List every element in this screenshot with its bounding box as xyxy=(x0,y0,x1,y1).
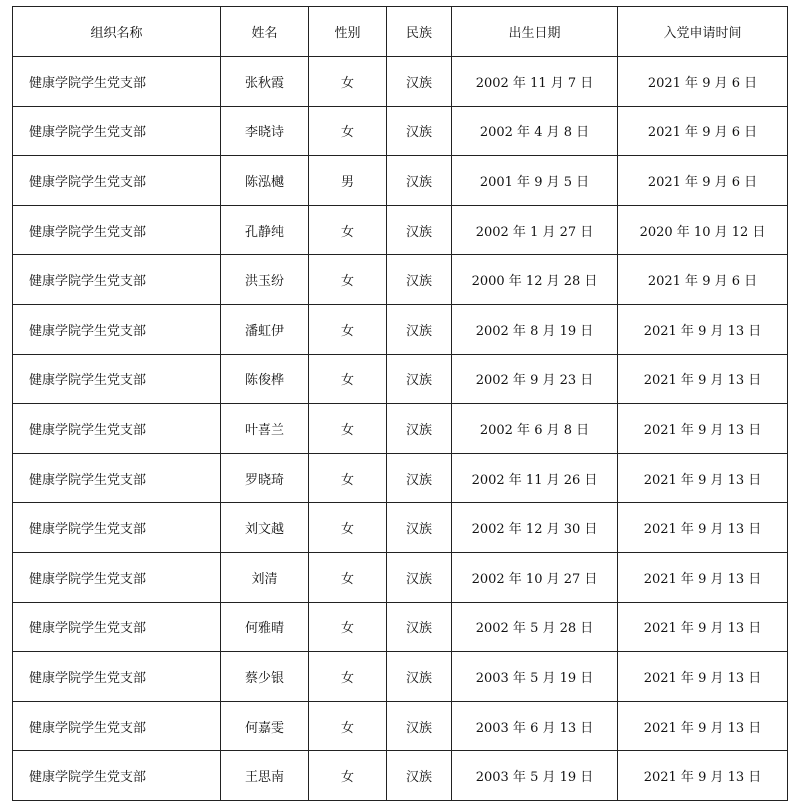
cell-name: 张秋霞 xyxy=(221,57,309,107)
cell-name: 陈泓樾 xyxy=(221,156,309,206)
cell-gender: 女 xyxy=(309,255,387,305)
cell-gender: 女 xyxy=(309,602,387,652)
cell-ethnicity: 汉族 xyxy=(387,156,452,206)
cell-application-date: 2021 年 9 月 13 日 xyxy=(618,602,788,652)
cell-org: 健康学院学生党支部 xyxy=(13,751,221,801)
cell-org: 健康学院学生党支部 xyxy=(13,57,221,107)
cell-ethnicity: 汉族 xyxy=(387,552,452,602)
table-row xyxy=(13,751,788,801)
cell-birth-date: 2003 年 5 月 19 日 xyxy=(452,751,618,801)
table-row xyxy=(13,552,788,602)
cell-org: 健康学院学生党支部 xyxy=(13,453,221,503)
cell-gender: 女 xyxy=(309,354,387,404)
column-header-ethnicity: 民族 xyxy=(387,7,452,57)
cell-birth-date: 2002 年 12 月 30 日 xyxy=(452,503,618,553)
cell-name: 蔡少银 xyxy=(221,652,309,702)
cell-gender: 女 xyxy=(309,503,387,553)
cell-application-date: 2021 年 9 月 13 日 xyxy=(618,354,788,404)
cell-ethnicity: 汉族 xyxy=(387,106,452,156)
cell-application-date: 2021 年 9 月 13 日 xyxy=(618,453,788,503)
cell-name: 何雅晴 xyxy=(221,602,309,652)
cell-birth-date: 2002 年 11 月 26 日 xyxy=(452,453,618,503)
cell-name: 刘文越 xyxy=(221,503,309,553)
cell-gender: 女 xyxy=(309,652,387,702)
cell-name: 潘虹伊 xyxy=(221,304,309,354)
table-row xyxy=(13,57,788,107)
cell-application-date: 2021 年 9 月 6 日 xyxy=(618,57,788,107)
cell-gender: 女 xyxy=(309,404,387,454)
cell-org: 健康学院学生党支部 xyxy=(13,652,221,702)
cell-name: 叶喜兰 xyxy=(221,404,309,454)
cell-org: 健康学院学生党支部 xyxy=(13,404,221,454)
cell-name: 孔静纯 xyxy=(221,205,309,255)
cell-birth-date: 2002 年 1 月 27 日 xyxy=(452,205,618,255)
cell-org: 健康学院学生党支部 xyxy=(13,701,221,751)
cell-ethnicity: 汉族 xyxy=(387,205,452,255)
cell-application-date: 2021 年 9 月 13 日 xyxy=(618,552,788,602)
table-row xyxy=(13,453,788,503)
cell-name: 陈俊桦 xyxy=(221,354,309,404)
cell-ethnicity: 汉族 xyxy=(387,57,452,107)
cell-org: 健康学院学生党支部 xyxy=(13,503,221,553)
cell-org: 健康学院学生党支部 xyxy=(13,354,221,404)
table-row xyxy=(13,602,788,652)
cell-org: 健康学院学生党支部 xyxy=(13,602,221,652)
cell-name: 何嘉雯 xyxy=(221,701,309,751)
cell-birth-date: 2001 年 9 月 5 日 xyxy=(452,156,618,206)
cell-gender: 男 xyxy=(309,156,387,206)
cell-application-date: 2021 年 9 月 13 日 xyxy=(618,404,788,454)
cell-name: 洪玉纷 xyxy=(221,255,309,305)
cell-gender: 女 xyxy=(309,751,387,801)
cell-ethnicity: 汉族 xyxy=(387,255,452,305)
column-header-application-date: 入党申请时间 xyxy=(618,7,788,57)
cell-gender: 女 xyxy=(309,205,387,255)
column-header-gender: 性别 xyxy=(309,7,387,57)
cell-gender: 女 xyxy=(309,552,387,602)
cell-gender: 女 xyxy=(309,304,387,354)
cell-gender: 女 xyxy=(309,57,387,107)
cell-birth-date: 2002 年 8 月 19 日 xyxy=(452,304,618,354)
cell-name: 李晓诗 xyxy=(221,106,309,156)
table-header xyxy=(13,7,788,57)
cell-gender: 女 xyxy=(309,106,387,156)
table-row xyxy=(13,205,788,255)
cell-birth-date: 2002 年 11 月 7 日 xyxy=(452,57,618,107)
cell-birth-date: 2002 年 9 月 23 日 xyxy=(452,354,618,404)
table-row xyxy=(13,304,788,354)
cell-application-date: 2021 年 9 月 6 日 xyxy=(618,106,788,156)
cell-application-date: 2020 年 10 月 12 日 xyxy=(618,205,788,255)
cell-birth-date: 2002 年 6 月 8 日 xyxy=(452,404,618,454)
cell-org: 健康学院学生党支部 xyxy=(13,552,221,602)
cell-application-date: 2021 年 9 月 6 日 xyxy=(618,156,788,206)
cell-application-date: 2021 年 9 月 13 日 xyxy=(618,701,788,751)
cell-birth-date: 2003 年 5 月 19 日 xyxy=(452,652,618,702)
table-row xyxy=(13,354,788,404)
cell-ethnicity: 汉族 xyxy=(387,354,452,404)
cell-org: 健康学院学生党支部 xyxy=(13,156,221,206)
cell-application-date: 2021 年 9 月 6 日 xyxy=(618,255,788,305)
table-row xyxy=(13,652,788,702)
cell-application-date: 2021 年 9 月 13 日 xyxy=(618,751,788,801)
table-row xyxy=(13,701,788,751)
table-body xyxy=(13,57,788,801)
cell-org: 健康学院学生党支部 xyxy=(13,205,221,255)
table-row xyxy=(13,503,788,553)
cell-ethnicity: 汉族 xyxy=(387,751,452,801)
column-header-name: 姓名 xyxy=(221,7,309,57)
cell-application-date: 2021 年 9 月 13 日 xyxy=(618,652,788,702)
column-header-org: 组织名称 xyxy=(13,7,221,57)
table-row xyxy=(13,404,788,454)
cell-name: 刘清 xyxy=(221,552,309,602)
cell-ethnicity: 汉族 xyxy=(387,602,452,652)
cell-birth-date: 2002 年 10 月 27 日 xyxy=(452,552,618,602)
header-row xyxy=(13,7,788,57)
cell-ethnicity: 汉族 xyxy=(387,652,452,702)
cell-gender: 女 xyxy=(309,701,387,751)
table-row xyxy=(13,255,788,305)
cell-name: 王思南 xyxy=(221,751,309,801)
cell-birth-date: 2002 年 4 月 8 日 xyxy=(452,106,618,156)
cell-ethnicity: 汉族 xyxy=(387,404,452,454)
cell-ethnicity: 汉族 xyxy=(387,701,452,751)
cell-name: 罗晓琦 xyxy=(221,453,309,503)
cell-application-date: 2021 年 9 月 13 日 xyxy=(618,304,788,354)
cell-org: 健康学院学生党支部 xyxy=(13,304,221,354)
cell-birth-date: 2000 年 12 月 28 日 xyxy=(452,255,618,305)
table-row xyxy=(13,156,788,206)
roster-table xyxy=(12,6,788,801)
cell-ethnicity: 汉族 xyxy=(387,304,452,354)
cell-birth-date: 2002 年 5 月 28 日 xyxy=(452,602,618,652)
cell-org: 健康学院学生党支部 xyxy=(13,255,221,305)
cell-ethnicity: 汉族 xyxy=(387,453,452,503)
cell-org: 健康学院学生党支部 xyxy=(13,106,221,156)
cell-gender: 女 xyxy=(309,453,387,503)
cell-ethnicity: 汉族 xyxy=(387,503,452,553)
cell-birth-date: 2003 年 6 月 13 日 xyxy=(452,701,618,751)
table-row xyxy=(13,106,788,156)
cell-application-date: 2021 年 9 月 13 日 xyxy=(618,503,788,553)
column-header-birth-date: 出生日期 xyxy=(452,7,618,57)
